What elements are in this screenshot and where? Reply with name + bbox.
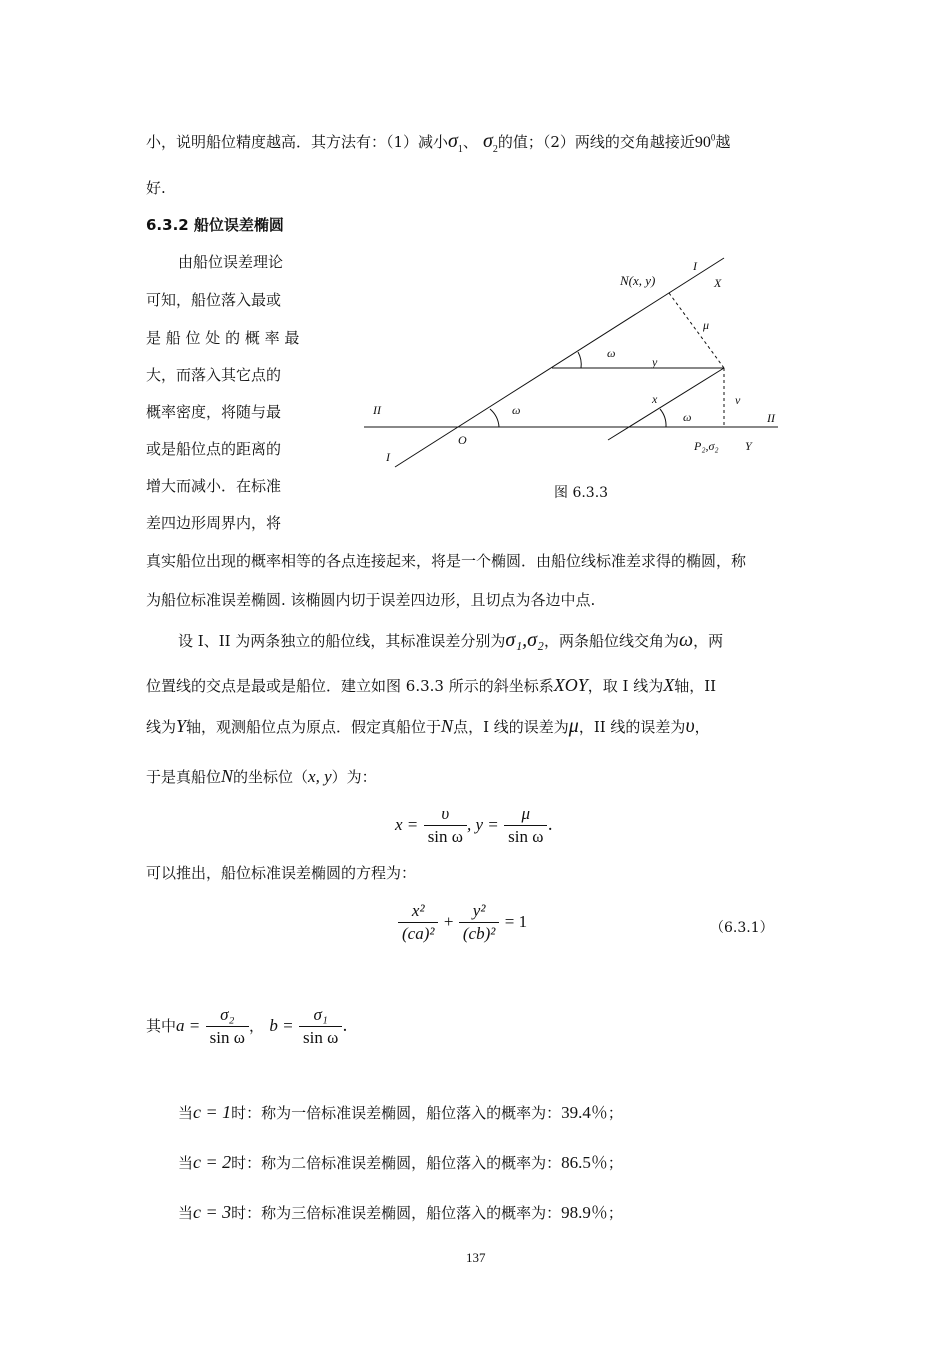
- arc-omega-1: [578, 352, 581, 368]
- equation-xy: x = $\frac{\upsilon}{\text{sin ω}}$ , y = $\frac{\mu}{\text{sin ω}}$ .: [395, 804, 553, 846]
- case-line: 当c = 2时：称为二倍标准误差椭圆，船位落入的概率为：86.5％；: [178, 1152, 623, 1172]
- label-mu: μ: [703, 318, 710, 332]
- line1-sep: 、: [462, 133, 478, 151]
- sigma-pair: σ₁,σ₂: [505, 629, 544, 651]
- label-X: X: [714, 276, 722, 290]
- left-col-line: 增大而减小．在标准: [146, 477, 282, 495]
- left-col-line: 是 船 位 处 的 概 率 最: [146, 329, 300, 347]
- line1-text-c: 越: [715, 133, 731, 151]
- xoy-symbol: XOY: [553, 675, 588, 695]
- line-I: [395, 258, 724, 467]
- left-col-line: 差四边形周界内，将: [146, 514, 282, 532]
- left-col-line: 由船位误差理论: [178, 253, 284, 271]
- left-col-line: 概率密度，将随与最: [146, 403, 282, 421]
- label-omega-1: ω: [607, 346, 616, 360]
- section-heading: 6.3.2 船位误差椭圆: [146, 216, 284, 234]
- label-x: x: [652, 392, 658, 406]
- para2-line-3: 线为Y轴，观测船位点为原点．假定真船位于N点，I 线的误差为μ，II 线的误差为υ，: [146, 715, 710, 737]
- figure-6-3-3: [0, 0, 952, 560]
- text-line-2: 好.: [146, 179, 166, 197]
- left-col-line: 大，而落入其它点的: [146, 366, 282, 384]
- label-Y: Y: [745, 439, 752, 453]
- sigma-2: $\sigma_2$: [482, 130, 498, 155]
- figure-caption: 图 6.3.3: [554, 485, 609, 501]
- arc-omega-2: [490, 409, 499, 427]
- label-N: N(x, y): [620, 273, 656, 288]
- label-II-right: II: [767, 411, 775, 425]
- omega-symbol: ω: [678, 629, 694, 651]
- derive-line: 可以推出，船位标准误差椭圆的方程为：: [146, 864, 417, 882]
- label-v: v: [735, 393, 741, 407]
- angle-90: $90^0$: [694, 132, 716, 151]
- para2-line-2: 位置线的交点是最或是船位．建立如图 6.3.3 所示的斜坐标系XOY，取 I 线为X轴，II: [146, 675, 717, 695]
- left-col-line: 或是船位点的距离的: [146, 440, 282, 458]
- left-col-line: 可知，船位落入最或: [146, 291, 282, 309]
- line1-text-a: 小，说明船位精度越高．其方法有：（1）减小: [146, 133, 449, 151]
- para1-line-1: 真实船位出现的概率相等的各点连接起来，将是一个椭圆．由船位线标准差求得的椭圆，称: [146, 552, 747, 570]
- para2-line-1: 设 I、II 为两条独立的船位线，其标准误差分别为σ₁,σ₂，两条船位线交角为ω，两: [178, 629, 724, 651]
- label-P2: P₂,σ₂: [694, 439, 719, 453]
- label-omega-3: ω: [683, 410, 692, 424]
- case-line: 当c = 1时：称为一倍标准误差椭圆，船位落入的概率为：39.4％；: [178, 1102, 623, 1122]
- case-line: 当c = 3时：称为三倍标准误差椭圆，船位落入的概率为：98.9％；: [178, 1202, 623, 1222]
- label-O: O: [458, 433, 467, 447]
- page-number: 137: [466, 1250, 486, 1265]
- where-clause: 其中a = $\frac{\text{σ₂}}{\text{sin ω}}$ ， b = $\frac{\text{σ₁}}{\text{sin ω}}$ .: [146, 1005, 348, 1047]
- label-y: y: [652, 355, 658, 369]
- label-II-left: II: [373, 403, 381, 417]
- line-mu-dashed: [669, 293, 724, 368]
- label-I-top: I: [693, 259, 697, 273]
- equation-label: （6.3.1）: [710, 920, 774, 936]
- line1-text-b: 的值；（2）两线的交角越接近: [497, 133, 695, 151]
- label-I-bottom: I: [386, 450, 390, 464]
- sigma-1: $\sigma_1$: [448, 130, 463, 155]
- para1-line-2: 为船位标准误差椭圆. 该椭圆内切于误差四边形，且切点为各边中点.: [146, 591, 596, 609]
- label-omega-2: ω: [512, 403, 521, 417]
- arc-omega-3: [660, 409, 666, 427]
- para2-line-4: 于是真船位N的坐标位（x, y）为：: [146, 766, 377, 786]
- equation-ellipse: $\frac{\text{x²}}{\text{(ca)²}}$ + $\frac{\text{y²}}{\text{(cb)²}}$ = 1: [398, 900, 527, 945]
- line-x-parallel: [608, 368, 724, 440]
